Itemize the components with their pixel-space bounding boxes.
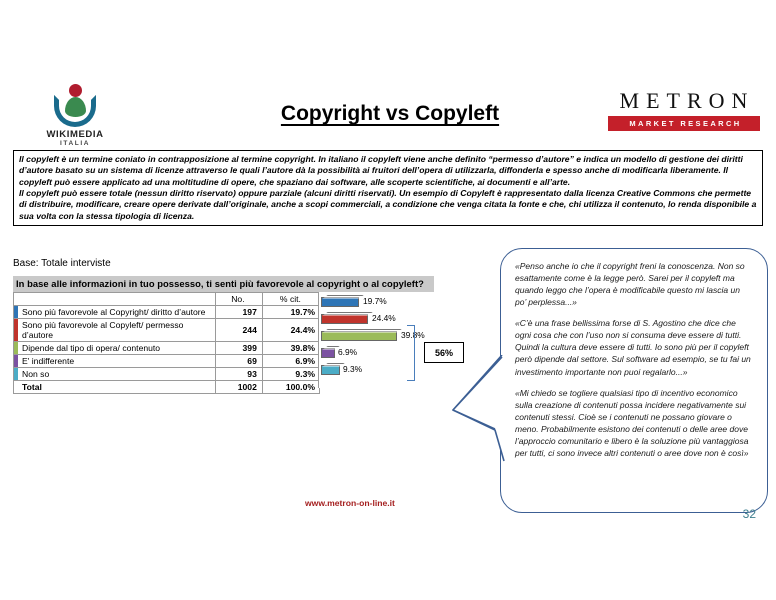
table-header-no: No. [215,293,262,306]
table-cell-label [14,319,216,342]
quote-1: «Penso anche io che il copyright freni la conoscenza. Non so esattamente come è la legge però. Sarei per il copyleft ma quando leggo che l’opera è modificabile questo mi lascia un po’ perplessa...» [515,261,745,308]
metron-logo-word: METRON [619,88,755,113]
description-paragraph-2: Il copyleft può essere totale (nessun diritto riservato) oppure parziale (alcuni diritti riservati). Un esempio di Copyleft è rappresentato dalla licenza Creative Commons che permette di distribuire, modificare, creare opere derivate dall’originale, anche a scopi commerciali, a condizione che venga citata la fonte e che, chi utilizza il contenuto, lo renda disponibile a sua volta con la stessa tipologia di licenza. [19,188,757,221]
bar-segment [321,314,368,324]
legend-color-chip [14,342,18,354]
quote-3: «Mi chiedo se togliere qualsiasi tipo di incentivo economico sulla creazione di contenuti possa incidere negativamente sui contenuti stessi. Cioè se i contenuti ne possano giovare o meno. Probabilmente esistono dei contenuti o delle aree dove l’approccio comunitario e libero è la soluzione più vantaggiosa per tutti, ci sono invece altri contenuti o aree dove non è così» [515,387,749,458]
verbatim-quotes-bubble [500,248,768,513]
legend-color-chip [14,368,18,380]
legend-color-chip [14,355,18,367]
table-total-label: Total [14,381,216,394]
table-cell-percent: 6.9% [262,355,319,368]
wikimedia-logo-subtitle: ITALIA [59,140,91,147]
legend-color-chip [14,319,18,341]
metron-logo [608,88,760,131]
table-label-text: E' indifferente [22,356,75,366]
wikimedia-leaf-shape [65,97,86,117]
results-table [13,292,320,394]
table-total-percent: 100.0% [262,381,319,394]
quote-2: «C’è una frase bellissima forse di S. Agostino che dice che ogni cosa che con l’uso non si consuma deve essere di tutti. Quindi la cultura deve essere di tutti. Io sono più per il copyleft però dipende dal settore. Sul software ad esempio, se tu fai un investimento importante non puoi regalarlo...» [515,318,751,377]
table-cell-percent: 19.7% [262,306,319,319]
table-total-row [14,381,320,394]
bar-segment [321,348,335,358]
grouping-bracket [407,325,415,381]
table-cell-count: 93 [215,368,262,381]
table-cell-label [14,342,216,355]
table-row [14,368,320,381]
bar-value-label: 19.7% [363,296,387,306]
page-title: Copyright vs Copyleft [280,102,500,125]
table-cell-label [14,306,216,319]
base-label: Base: Totale interviste [13,258,111,269]
table-cell-count: 69 [215,355,262,368]
table-header-row [14,293,320,306]
footer-url[interactable]: www.metron-on-line.it [305,498,395,508]
table-cell-count: 399 [215,342,262,355]
bar-value-label: 6.9% [338,347,358,357]
table-label-text: Sono più favorevole al Copyleft/ permesso d’autore [22,320,184,340]
bar-segment [321,331,397,341]
table-label-text: Dipende dal tipo di opera/ contenuto [22,343,161,353]
bar-row [319,295,431,310]
table-cell-percent: 24.4% [262,319,319,342]
wikimedia-italia-logo [33,84,117,150]
table-row [14,306,320,319]
table-label-text: Non so [22,369,50,379]
table-cell-percent: 39.8% [262,342,319,355]
slide-header [0,78,776,150]
table-cell-count: 197 [215,306,262,319]
table-cell-count: 244 [215,319,262,342]
wikimedia-logo-icon [52,84,98,128]
legend-color-chip [14,306,18,318]
table-total-count: 1002 [215,381,262,394]
table-cell-label [14,368,216,381]
table-header-label [14,293,216,306]
description-paragraph-1: Il copyleft è un termine coniato in contrapposizione al termine copyright. In italiano il copyleft viene anche definito “permesso d’autore” e indica un modello di gestione dei diritti d’autore basato su un sistema di licenze attraverso le quali l’autore dà la possibilità ai fruitori dell’opera di utilizzarla, diffonderla e spesso anche di modificarla liberamente. Il copyleft può essere applicato ad una moltitudine di opere, che spaziano dai software, alle scoperte scientifiche, ai documenti e all’arte. [19,154,743,187]
table-row [14,355,320,368]
wikimedia-logo-name: WIKIMEDIA [46,129,104,140]
table-row [14,342,320,355]
bar-segment [321,297,359,307]
bar-segment [321,365,340,375]
table-cell-label [14,355,216,368]
speech-bubble-tail-icon [447,355,507,465]
table-header-pct: % cit. [262,293,319,306]
table-label-text: Sono più favorevole al Copyright/ diritto d’autore [22,307,206,317]
question-header: In base alle informazioni in tuo possesso, ti senti più favorevole al copyright o al copyleft? [13,276,434,292]
bar-value-label: 9.3% [343,364,363,374]
page-number: 32 [742,507,756,521]
table-cell-percent: 9.3% [262,368,319,381]
table-row [14,319,320,342]
description-box [13,150,763,226]
callout-56-badge: 56% [424,342,464,363]
bar-value-label: 24.4% [372,313,396,323]
bar-value-label: 39.8% [401,330,425,340]
metron-logo-tagline: MARKET RESEARCH [608,116,760,131]
